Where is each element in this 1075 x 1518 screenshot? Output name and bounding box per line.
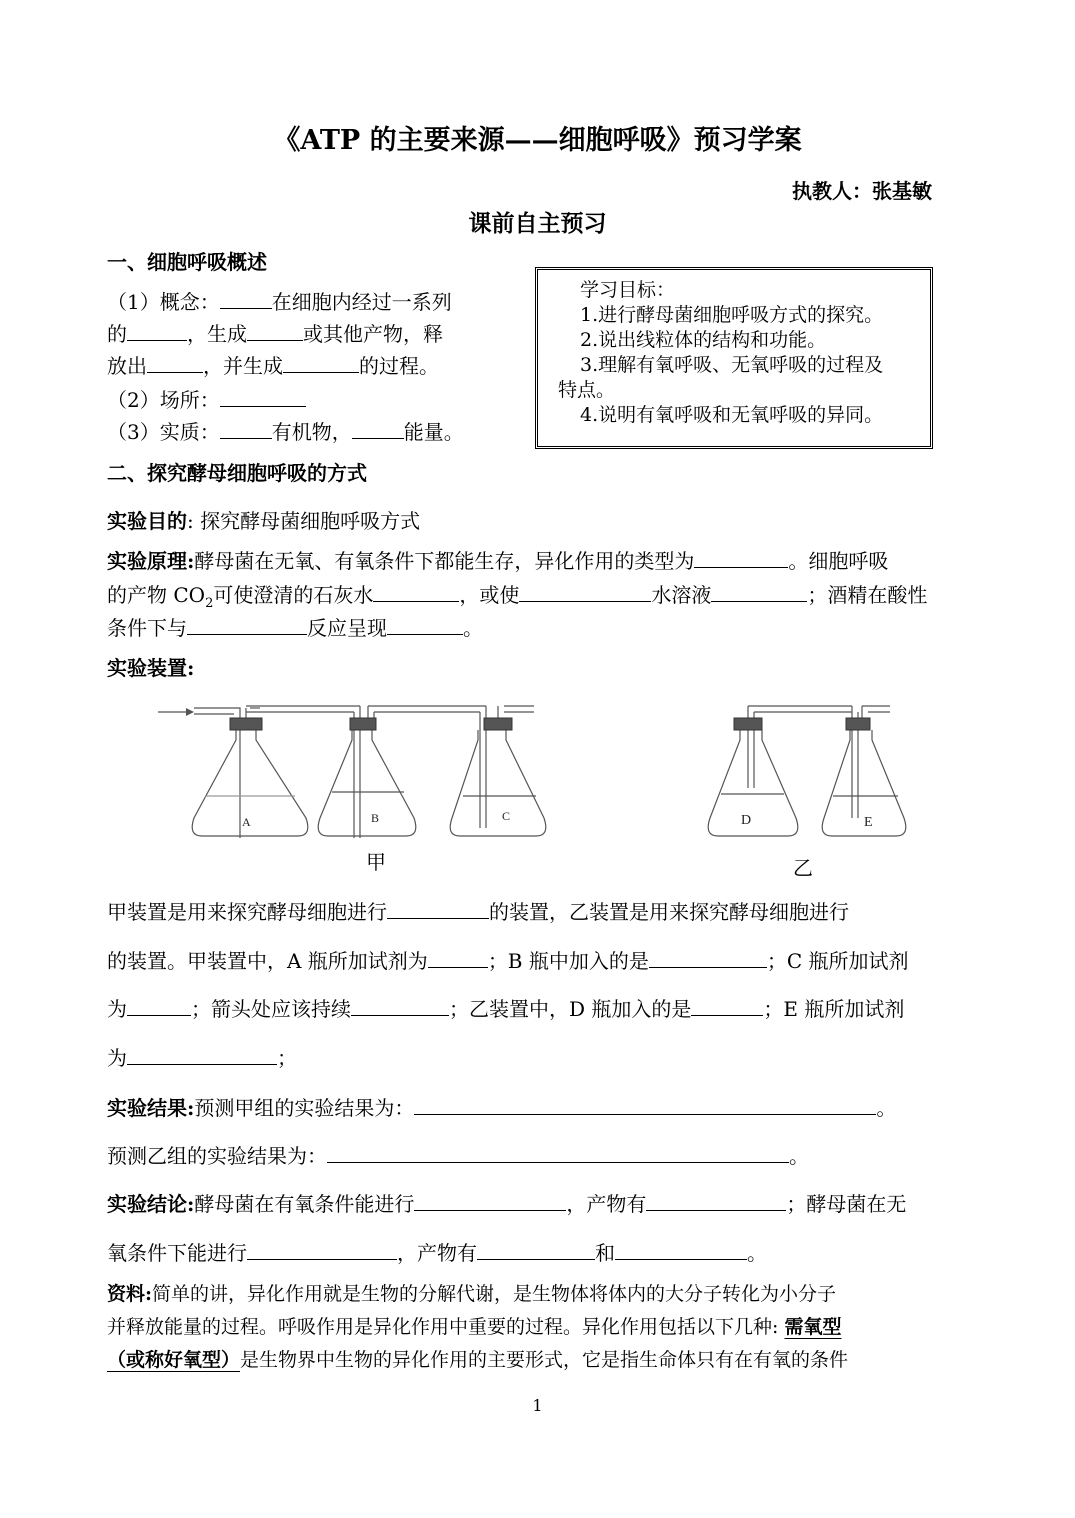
stopper-icon [484,718,512,730]
conclusion-line-1 [107,1188,906,1220]
blank-field[interactable] [387,898,489,919]
purpose-text: : 探究酵母菌细胞呼吸方式 [187,509,421,533]
blank-field[interactable] [147,352,203,373]
question-text: ；箭头处应该持续 [191,997,351,1021]
principle-text: ，或使 [459,583,520,607]
apparatus-diagram [150,698,920,878]
question-text: 的装置，乙装置是用来探究酵母细胞进行 [489,900,849,924]
blank-field[interactable] [351,995,449,1016]
blank-field[interactable] [187,614,307,635]
apparatus-question-3 [107,993,904,1025]
goal-item: 4.说明有氧呼吸和无氧呼吸的异同。 [580,404,884,426]
material-label: 资料: [107,1283,153,1305]
learning-goals-box [535,267,933,449]
conclusion-text: 氧条件下能进行 [107,1241,247,1265]
concept-line-1 [107,286,452,318]
question-text: 甲装置是用来探究酵母细胞进行 [107,900,387,924]
blank-field[interactable] [615,1239,747,1260]
blank-field[interactable] [519,581,651,602]
flask-c-label: C [502,809,511,823]
material-line-2 [107,1311,841,1343]
material-line-1 [107,1278,836,1310]
principle-label: 实验原理: [107,549,195,573]
location-line [107,384,306,416]
result-line-1 [107,1092,896,1124]
goal-item: 2.说出线粒体的结构和功能。 [580,329,827,351]
result-label: 实验结果: [107,1096,195,1120]
page-number: 1 [532,1396,543,1415]
conclusion-line-2 [107,1237,767,1269]
principle-text: 可使澄清的石灰水 [213,583,374,607]
blank-field[interactable] [414,1190,566,1211]
question-text: ；E 瓶所加试剂 [763,997,905,1021]
purpose-line [107,505,420,537]
apparatus-question-1 [107,896,849,928]
blank-field[interactable] [373,581,459,602]
arrow-head-icon [186,708,194,716]
question-text: ；B 瓶中加入的是 [487,949,649,973]
goals-heading: 学习目标： [580,279,676,301]
essence-text: 有机物， [271,420,352,444]
flask-d-label: D [741,813,752,828]
principle-line-1 [107,545,888,577]
blank-field[interactable] [694,547,788,568]
concept-text: ，生成 [187,322,247,346]
goal-item: 1.进行酵母菌细胞呼吸方式的探究。 [580,304,884,326]
concept-text: 的 [107,322,127,346]
blank-field[interactable] [646,1190,786,1211]
page-title: 《ATP 的主要来源——细胞呼吸》预习学案 [273,125,802,156]
subscript: 2 [205,596,214,611]
result-text: 。 [789,1144,809,1168]
principle-text: 。 [463,616,483,640]
blank-field[interactable] [649,947,767,968]
blank-field[interactable] [327,1142,789,1163]
conclusion-text: 和 [595,1241,615,1265]
concept-label: （1）概念： [107,290,220,314]
concept-text: 放出 [107,354,147,378]
teacher-name: 执教人：张基敏 [792,179,932,203]
blank-field[interactable] [387,614,463,635]
goal-item: 特点。 [558,379,616,401]
conclusion-text: 酵母菌在有氧条件能进行 [194,1192,415,1216]
essence-text: 能量。 [403,420,464,444]
essence-label: （3）实质： [107,420,220,444]
question-text: 为 [107,1046,127,1070]
material-emphasis: （或称好氧型） [107,1349,241,1371]
conclusion-text: 。 [747,1241,767,1265]
result-text: 。 [876,1096,897,1120]
apparatus-question-2 [107,945,909,977]
concept-text: ，并生成 [203,354,283,378]
blank-field[interactable] [428,947,488,968]
set-jia-label: 甲 [366,850,386,874]
set-yi-label: 乙 [793,856,813,880]
question-text: ；C 瓶所加试剂 [766,949,909,973]
principle-line-3 [107,612,483,644]
conclusion-text: ，产物有 [566,1192,647,1216]
flask-a-label: A [242,815,251,829]
concept-line-3 [107,350,439,382]
question-text: ；乙装置中，D 瓶加入的是 [449,997,692,1021]
blank-field[interactable] [283,352,359,373]
apparatus-question-4 [107,1042,297,1074]
blank-field[interactable] [247,1239,397,1260]
stopper-icon [734,718,762,730]
concept-text: 的过程。 [359,354,439,378]
location-label: （2）场所： [107,388,220,412]
goal-item: 3.理解有氧呼吸、无氧呼吸的过程及 [580,354,884,376]
material-line-3 [107,1344,848,1376]
concept-line-2 [107,318,443,350]
question-text: ； [277,1046,297,1070]
blank-field[interactable] [691,995,763,1016]
result-line-2 [107,1140,809,1172]
principle-text: 条件下与 [107,616,187,640]
blank-field[interactable] [127,995,191,1016]
blank-field[interactable] [127,1044,277,1065]
flask-e-label: E [864,815,873,830]
section1-heading: 一、细胞呼吸概述 [107,250,267,274]
conclusion-text: ，产物有 [397,1241,477,1265]
stopper-icon [846,718,870,730]
blank-field[interactable] [127,320,187,341]
section-subtitle: 课前自主预习 [468,210,607,237]
blank-field[interactable] [220,418,272,439]
flask-b-label: B [371,811,380,825]
blank-field[interactable] [414,1094,876,1115]
question-text: 的装置。甲装置中，A 瓶所加试剂为 [107,949,428,973]
blank-field[interactable] [220,386,306,407]
principle-text: 水溶液 [651,583,712,607]
material-emphasis: 需氧型 [784,1316,842,1338]
concept-text: 在细胞内经过一系列 [271,290,452,314]
blank-field[interactable] [220,288,272,309]
principle-text: 的产物 CO [107,583,206,607]
principle-text: ；酒精在酸性 [807,583,928,607]
purpose-label: 实验目的 [107,509,187,533]
blank-field[interactable] [477,1239,595,1260]
conclusion-text: ；酵母菌在无 [786,1192,907,1216]
apparatus-label: 实验装置: [107,656,195,680]
material-text: 是生物界中生物的异化作用的主要形式，它是指生命体只有在有氧的条件 [240,1349,849,1371]
essence-line [107,416,464,448]
blank-field[interactable] [711,581,807,602]
conclusion-label: 实验结论: [107,1192,195,1216]
blank-field[interactable] [352,418,404,439]
material-text: 简单的讲，异化作用就是生物的分解代谢，是生物体将体内的大分子转化为小分子 [152,1283,837,1305]
stopper-icon [350,718,376,730]
material-text: 并释放能量的过程。呼吸作用是异化作用中重要的过程。异化作用包括以下几种: [107,1316,785,1338]
section2-heading: 二、探究酵母细胞呼吸的方式 [107,461,367,485]
principle-text: 。细胞呼吸 [788,549,889,573]
blank-field[interactable] [247,320,303,341]
stopper-icon [230,718,262,730]
result-text: 预测甲组的实验结果为： [194,1096,415,1120]
question-text: 为 [107,997,127,1021]
concept-text: 或其他产物，释 [303,322,443,346]
principle-text: 酵母菌在无氧、有氧条件下都能生存，异化作用的类型为 [194,549,695,573]
result-text: 预测乙组的实验结果为： [107,1144,327,1168]
principle-text: 反应呈现 [307,616,387,640]
